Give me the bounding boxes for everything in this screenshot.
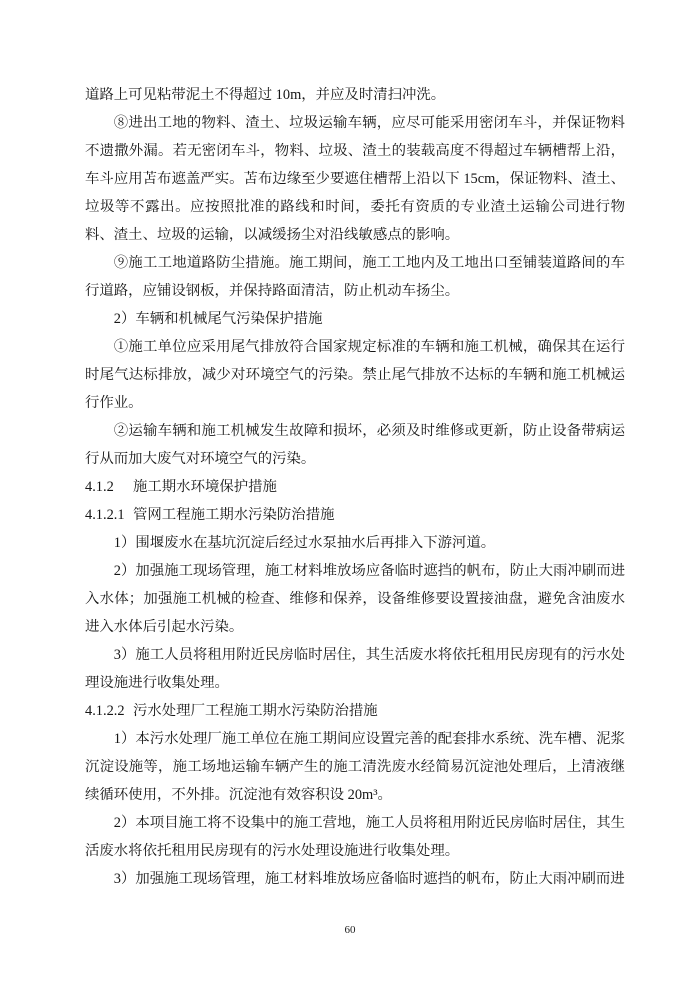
paragraph: 道路上可见粘带泥土不得超过 10m，并应及时清扫冲洗。: [85, 87, 446, 103]
paragraph: 2）加强施工现场管理，施工材料堆放场应备临时遮挡的帆布，防止大雨冲刷而进入水体；加强施工机械的检查、维修和保养，设备维修要设置接油盘，避免含油废水进入水体后引起水污染。: [85, 563, 625, 635]
heading-number: 4.1.2.2: [85, 703, 125, 719]
heading-text: 施工期水环境保护措施: [133, 479, 277, 495]
page-footer: [0, 922, 700, 938]
paragraph: ②运输车辆和施工机械发生故障和损坏，必须及时维修或更新，防止设备带病运行从而加大废气对环境空气的污染。: [85, 423, 625, 467]
paragraph: ①施工单位应采用尾气排放符合国家规定标准的车辆和施工机械，确保其在运行时尾气达标排放，减少对环境空气的污染。禁止尾气排放不达标的车辆和施工机械运行作业。: [85, 339, 625, 411]
paragraph: ⑨施工工地道路防尘措施。施工期间，施工工地内及工地出口至铺装道路间的车行道路，应铺设钢板，并保持路面清洁，防止机动车扬尘。: [85, 255, 625, 299]
section-heading: [85, 501, 625, 529]
heading-number: 4.1.2: [85, 479, 114, 495]
page-number: 60: [344, 924, 356, 936]
heading-number: 4.1.2.1: [85, 507, 125, 523]
paragraph: 2）本项目施工将不设集中的施工营地，施工人员将租用附近民房临时居住，其生活废水将依托租用民房现有的污水处理设施进行收集处理。: [85, 815, 625, 859]
paragraph: 1）围堰废水在基坑沉淀后经过水泵抽水后再排入下游河道。: [113, 535, 496, 551]
heading-text: 管网工程施工期水污染防治措施: [133, 507, 335, 523]
paragraph: 2）车辆和机械尾气污染保护措施: [113, 311, 323, 327]
section-heading: [85, 697, 625, 725]
paragraph: 1）本污水处理厂施工单位在施工期间应设置完善的配套排水系统、洗车槽、泥浆沉淀设施等，施工场地运输车辆产生的施工清洗废水经简易沉淀池处理后，上清液继续循环使用，不外排。沉淀池有效容积设 20m³。: [85, 731, 625, 803]
heading-text: 污水处理厂工程施工期水污染防治措施: [133, 703, 378, 719]
section-heading: [85, 473, 625, 501]
paragraph: 3）施工人员将租用附近民房临时居住，其生活废水将依托租用民房现有的污水处理设施进行收集处理。: [85, 647, 625, 691]
paragraph: 3）加强施工现场管理，施工材料堆放场应备临时遮挡的帆布，防止大雨冲刷而进: [113, 871, 625, 887]
document-body: [85, 81, 625, 893]
paragraph: ⑧进出工地的物料、渣土、垃圾运输车辆，应尽可能采用密闭车斗，并保证物料不遗撒外漏。若无密闭车斗，物料、垃圾、渣土的装载高度不得超过车辆槽帮上沿，车斗应用苫布遮盖严实。苫布边缘至少要遮住槽帮上沿以下 15cm，保证物料、渣土、垃圾等不露出。应按照批准的路线和时间，委托有资质的专业渣土运输公司进行物料、渣土、垃圾的运输，以减缓扬尘对沿线敏感点的影响。: [85, 115, 625, 243]
